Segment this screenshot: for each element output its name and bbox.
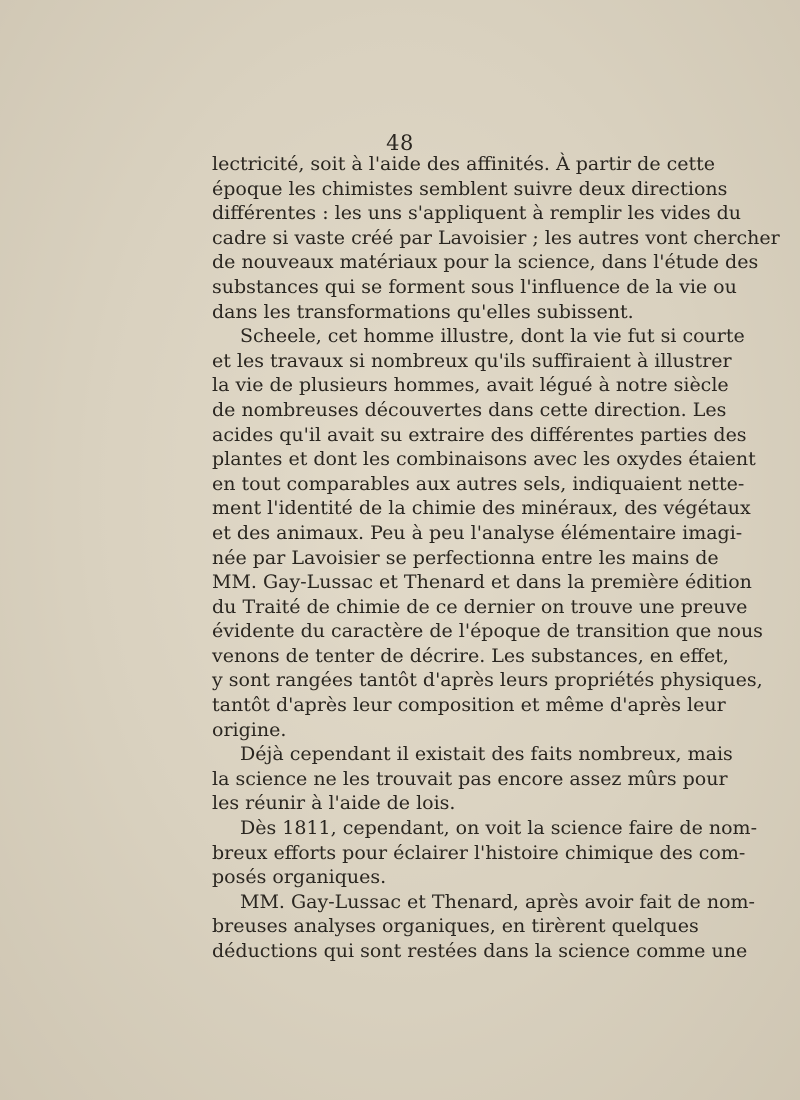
text-line: et les travaux si nombreux qu'ils suffiraient à illustrer	[212, 349, 732, 372]
page-number: 48	[386, 131, 414, 155]
text-line: y sont rangées tantôt d'après leurs propriétés physiques,	[212, 669, 763, 692]
text-line: venons de tenter de décrire. Les substances, en effet,	[212, 644, 729, 667]
text-line: du Traité de chimie de ce dernier on trouve une preuve	[212, 595, 748, 618]
text-line: déductions qui sont restées dans la science comme une	[212, 940, 748, 962]
text-line: dans les transformations qu'elles subissent.	[212, 300, 634, 323]
text-line: MM. Gay-Lussac et Thenard, après avoir fait de nom-	[240, 890, 755, 913]
text-line: Déjà cependant il existait des faits nombreux, mais	[240, 743, 733, 766]
text-line: origine.	[212, 718, 287, 741]
text-line: MM. Gay-Lussac et Thenard et dans la première édition	[212, 571, 752, 594]
text-line: ment l'identité de la chimie des minéraux, des végétaux	[212, 497, 751, 520]
text-line: tantôt d'après leur composition et même d'après leur	[212, 694, 726, 717]
text-line: la science ne les trouvait pas encore assez mûrs pour	[212, 767, 728, 790]
text-line: cadre si vaste créé par Lavoisier ; les autres vont chercher	[212, 226, 780, 249]
text-line: Dès 1811, cependant, on voit la science faire de nom-	[240, 817, 757, 840]
text-line: substances qui se forment sous l'influence de la vie ou	[212, 275, 737, 298]
text-line: de nouveaux matériaux pour la science, dans l'étude des	[212, 251, 759, 274]
text-line: posés organiques.	[212, 866, 387, 889]
text-line: la vie de plusieurs hommes, avait légué à notre siècle	[212, 374, 729, 397]
text-line: et des animaux. Peu à peu l'analyse élémentaire imagi-	[212, 521, 743, 544]
text-line: différentes : les uns s'appliquent à remplir les vides du	[212, 202, 742, 225]
text-line: de nombreuses découvertes dans cette direction. Les	[212, 398, 727, 421]
text-line: née par Lavoisier se perfectionna entre les mains de	[212, 546, 719, 569]
text-line: breuses analyses organiques, en tirèrent quelques	[212, 915, 699, 938]
text-line: époque les chimistes semblent suivre deux directions	[212, 177, 728, 200]
body-text	[212, 152, 780, 964]
text-line: lectricité, soit à l'aide des affinités. À partir de cette	[212, 153, 716, 175]
text-line: les réunir à l'aide de lois.	[212, 792, 456, 815]
text-line: évidente du caractère de l'époque de transition que nous	[212, 620, 763, 643]
text-line: breux efforts pour éclairer l'histoire chimique des com-	[212, 841, 746, 864]
text-line: plantes et dont les combinaisons avec les oxydes étaient	[212, 448, 756, 471]
text-line: en tout comparables aux autres sels, indiquaient nette-	[212, 472, 745, 495]
text-line: Scheele, cet homme illustre, dont la vie fut si courte	[240, 325, 745, 348]
text-line: acides qu'il avait su extraire des différentes parties des	[212, 423, 747, 446]
